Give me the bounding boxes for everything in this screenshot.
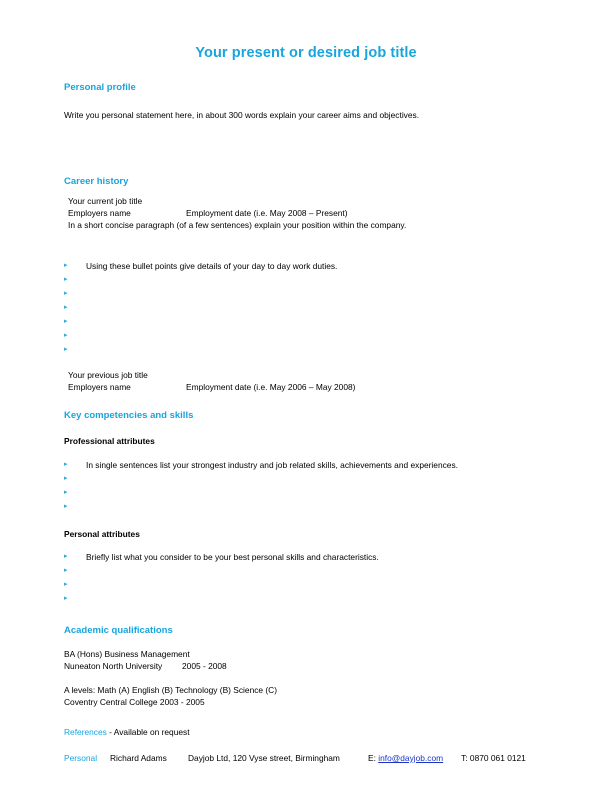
alevels-qualification: A levels: Math (A) English (B) Technology (B) Science (C) — [64, 685, 278, 695]
current-employer-row — [68, 208, 348, 218]
previous-employer-label: Employers name — [68, 382, 131, 392]
alevels-years: 2003 - 2005 — [159, 697, 205, 707]
bullet-arrow-icon: ▸ — [64, 475, 68, 482]
list-item — [64, 566, 86, 576]
previous-job-title: Your previous job title — [68, 370, 148, 380]
list-item-text: Using these bullet points give details of your day to day work duties. — [86, 261, 338, 271]
references-line — [64, 727, 190, 737]
bullet-arrow-icon: ▸ — [64, 581, 68, 588]
list-item — [64, 317, 86, 327]
bullet-arrow-icon: ▸ — [64, 318, 68, 325]
current-job-title: Your current job title — [68, 196, 143, 206]
current-employer-label: Employers name — [68, 208, 131, 218]
bullet-arrow-icon: ▸ — [64, 595, 68, 602]
section-heading-personal-profile: Personal profile — [64, 82, 136, 93]
previous-employment-date: Employment date (i.e. May 2006 – May 2008) — [186, 382, 356, 392]
footer-telephone: T: 0870 061 0121 — [461, 753, 526, 763]
previous-employer-row — [68, 382, 355, 392]
bullet-arrow-icon: ▸ — [64, 276, 68, 283]
subheading-personal-attributes: Personal attributes — [64, 529, 140, 539]
subheading-professional-attributes: Professional attributes — [64, 436, 155, 446]
list-item — [64, 345, 86, 355]
section-heading-key-competencies: Key competencies and skills — [64, 410, 194, 421]
footer-name: Richard Adams — [110, 753, 167, 763]
bullet-arrow-icon: ▸ — [64, 332, 68, 339]
page-title: Your present or desired job title — [195, 45, 417, 61]
list-item — [64, 275, 86, 285]
footer-personal-label: Personal — [64, 753, 98, 763]
list-item — [64, 474, 86, 484]
footer-email-prefix: E: — [368, 753, 379, 763]
list-item-text: In single sentences list your strongest industry and job related skills, achievements and experiences. — [86, 460, 458, 470]
footer-email-link[interactable]: info@dayjob.com — [378, 753, 444, 763]
bullet-arrow-icon: ▸ — [64, 304, 68, 311]
list-item — [64, 488, 86, 498]
personal-profile-text: Write you personal statement here, in about 300 words explain your career aims and objectives. — [64, 110, 420, 120]
bullet-arrow-icon: ▸ — [64, 262, 68, 269]
bullet-arrow-icon: ▸ — [64, 503, 68, 510]
degree-years: 2005 - 2008 — [182, 661, 227, 671]
bullet-arrow-icon: ▸ — [64, 290, 68, 297]
list-item-text: Briefly list what you consider to be your best personal skills and characteristics. — [86, 552, 379, 562]
list-item — [64, 460, 458, 470]
footer-contact-line — [64, 753, 526, 763]
degree-qualification: BA (Hons) Business Management — [64, 649, 190, 659]
degree-institution-row — [64, 661, 227, 671]
footer-address: Dayjob Ltd, 120 Vyse street, Birmingham — [188, 753, 340, 763]
bullet-arrow-icon: ▸ — [64, 489, 68, 496]
alevels-institution-row — [64, 697, 205, 707]
references-value: - Available on request — [109, 727, 190, 737]
current-employment-date: Employment date (i.e. May 2008 – Present) — [186, 208, 348, 218]
list-item — [64, 261, 337, 271]
bullet-arrow-icon: ▸ — [64, 553, 68, 560]
bullet-arrow-icon: ▸ — [64, 461, 68, 468]
references-label: References — [64, 727, 107, 737]
section-heading-career-history: Career history — [64, 176, 129, 187]
list-item — [64, 303, 86, 313]
list-item — [64, 289, 86, 299]
current-job-description: In a short concise paragraph (of a few sentences) explain your position within the company. — [68, 220, 407, 230]
list-item — [64, 552, 379, 562]
degree-institution: Nuneaton North University — [64, 661, 163, 671]
bullet-arrow-icon: ▸ — [64, 346, 68, 353]
list-item — [64, 331, 86, 341]
alevels-institution: Coventry Central College — [64, 697, 158, 707]
bullet-arrow-icon: ▸ — [64, 567, 68, 574]
list-item — [64, 502, 86, 512]
list-item — [64, 594, 86, 604]
section-heading-academic-qualifications: Academic qualifications — [64, 625, 173, 636]
list-item — [64, 580, 86, 590]
